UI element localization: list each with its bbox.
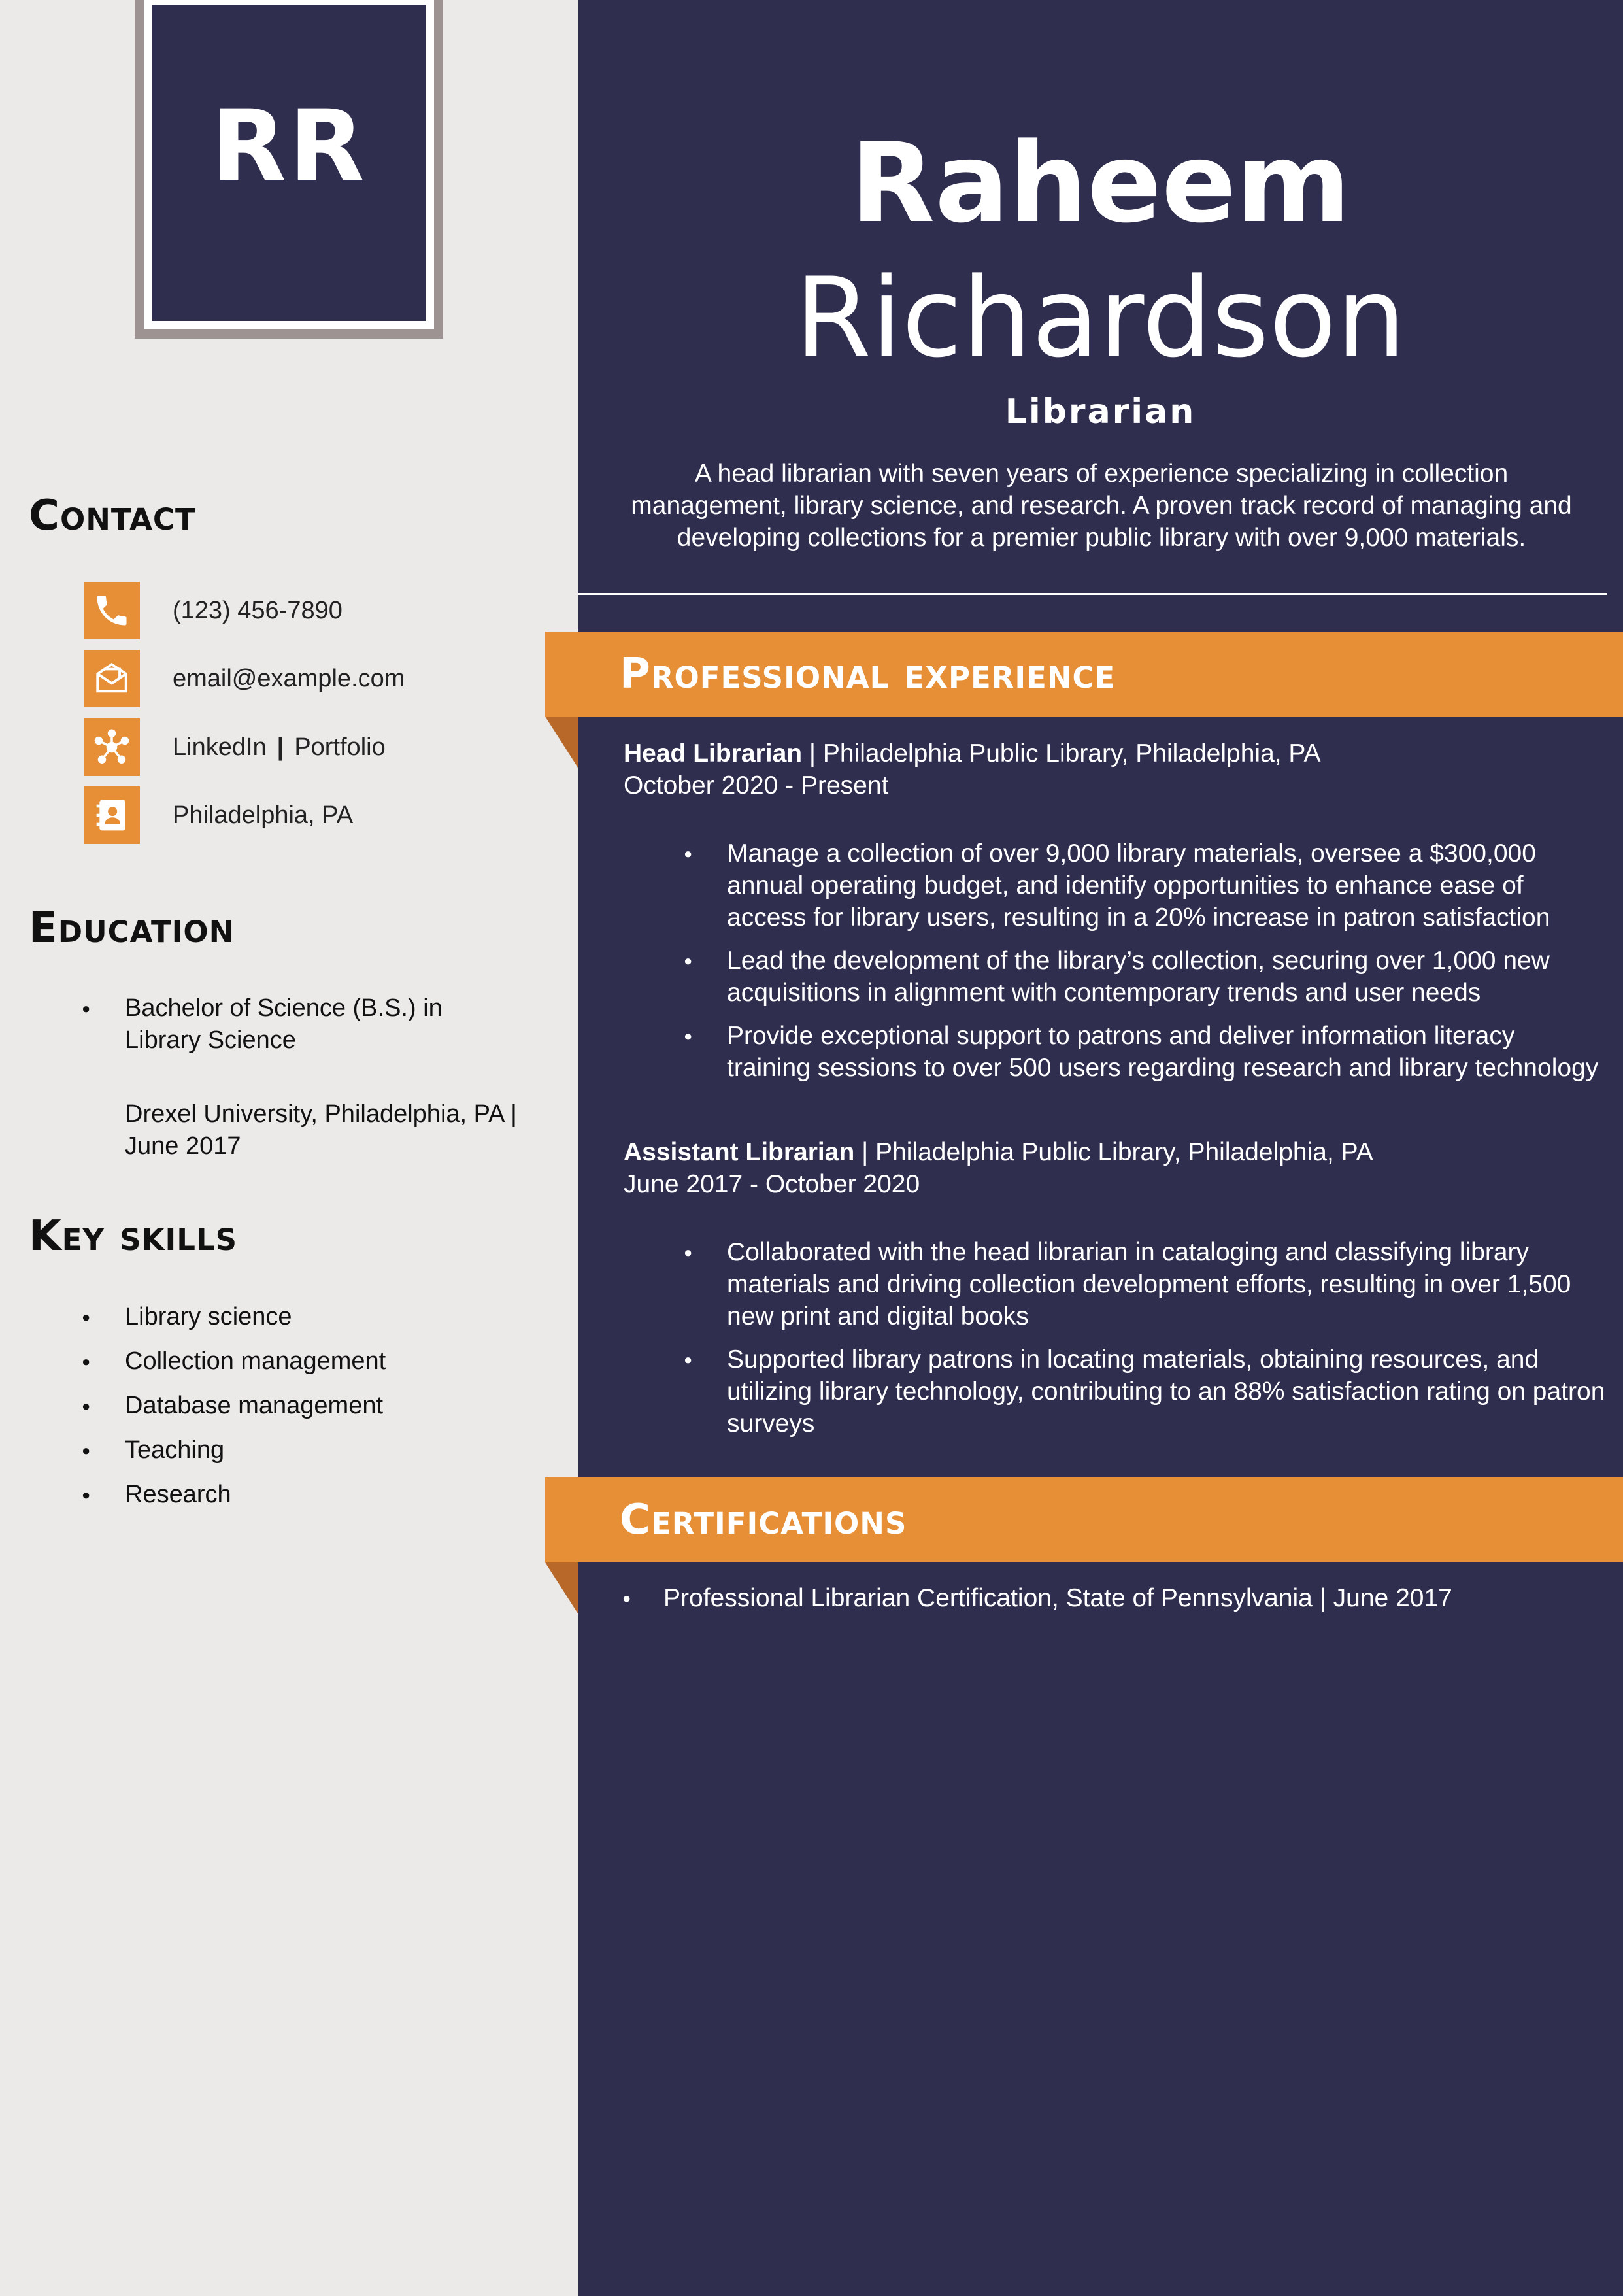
email-address[interactable]: email@example.com: [173, 664, 405, 692]
certifications-banner-fold: [545, 1562, 578, 1613]
skill-item: ● Teaching: [82, 1434, 513, 1466]
header-divider: [578, 593, 1607, 595]
monogram-frame: [135, 0, 443, 339]
linkedin-link[interactable]: LinkedIn: [173, 733, 267, 761]
education-list: [82, 992, 513, 1056]
job-dates: October 2020 - Present: [624, 771, 889, 800]
contact-links: [84, 718, 386, 776]
certifications-list: [622, 1582, 1452, 1614]
certification-item: ● Professional Librarian Certification, State of Pennsylvania | June 2017: [622, 1582, 1452, 1614]
education-degree: ● Bachelor of Science (B.S.) in Library Science: [82, 992, 513, 1056]
skill-item: ● Database management: [82, 1390, 513, 1422]
network-icon: [84, 718, 140, 776]
job-role: Head Librarian: [624, 739, 803, 768]
portfolio-link[interactable]: Portfolio: [294, 733, 386, 761]
job-dates: June 2017 - October 2020: [624, 1170, 920, 1198]
last-name: Richardson: [795, 254, 1406, 382]
skills-heading: Key skills: [29, 1212, 237, 1260]
certifications-banner: [545, 1477, 1623, 1562]
skill-item: ● Library science: [82, 1301, 513, 1333]
monogram: RR: [210, 90, 367, 203]
summary: A head librarian with seven years of experience specializing in collection management, library science, and research. A proven track record of managing and developing collections for a premier public library with over 9,000 materials.: [631, 460, 1572, 552]
phone-icon: [84, 582, 140, 639]
job-bullet: ● Supported library patrons in locating materials, obtaining resources, and utilizing library technology, contributing to an 88% satisfaction rating on patron surveys: [684, 1343, 1605, 1440]
job-bullets: [684, 837, 1605, 1095]
phone-number[interactable]: (123) 456-7890: [173, 596, 343, 624]
contact-location: [84, 786, 353, 844]
job-bullets: [684, 1236, 1605, 1451]
job-org: | Philadelphia Public Library, Philadelphia, PA: [802, 739, 1321, 768]
job-title: Librarian: [1005, 392, 1196, 431]
contact-heading: Contact: [29, 492, 196, 540]
education-school: Drexel University, Philadelphia, PA | June 2017: [125, 1100, 517, 1160]
job-entry: [624, 1136, 1604, 1200]
job-bullet: ● Lead the development of the library’s collection, securing over 1,000 new acquisitions in alignment with contemporary trends and user needs: [684, 945, 1605, 1009]
monogram-box: [152, 5, 426, 321]
contact-email: [84, 650, 405, 707]
first-name: Raheem: [850, 119, 1351, 247]
experience-banner-fold: [545, 717, 578, 768]
job-bullet: ● Manage a collection of over 9,000 library materials, oversee a $300,000 annual operating budget, and identify opportunities to enhance ease of access for library users, resulting in a 20% increase in patron satisfaction: [684, 837, 1605, 934]
certifications-heading: Certifications: [620, 1496, 907, 1544]
experience-banner: [545, 632, 1623, 717]
location-text: Philadelphia, PA: [173, 801, 354, 829]
job-org: | Philadelphia Public Library, Philadelphia, PA: [854, 1138, 1373, 1166]
link-separator: |: [276, 733, 284, 761]
experience-heading: Professional experience: [620, 650, 1116, 698]
education-heading: Education: [29, 904, 235, 953]
address-book-icon: [84, 786, 140, 844]
skills-list: [82, 1301, 513, 1523]
skill-item: ● Collection management: [82, 1345, 513, 1377]
skill-item: ● Research: [82, 1479, 513, 1511]
job-bullet: ● Collaborated with the head librarian in cataloging and classifying library materials and driving collection development efforts, resulting in over 1,500 new print and digital books: [684, 1236, 1605, 1332]
job-bullet: ● Provide exceptional support to patrons and deliver information literacy training sessions to over 500 users regarding research and library technology: [684, 1020, 1605, 1084]
envelope-icon: [84, 650, 140, 707]
job-role: Assistant Librarian: [624, 1138, 855, 1166]
contact-phone: [84, 582, 343, 639]
job-entry: [624, 737, 1604, 802]
